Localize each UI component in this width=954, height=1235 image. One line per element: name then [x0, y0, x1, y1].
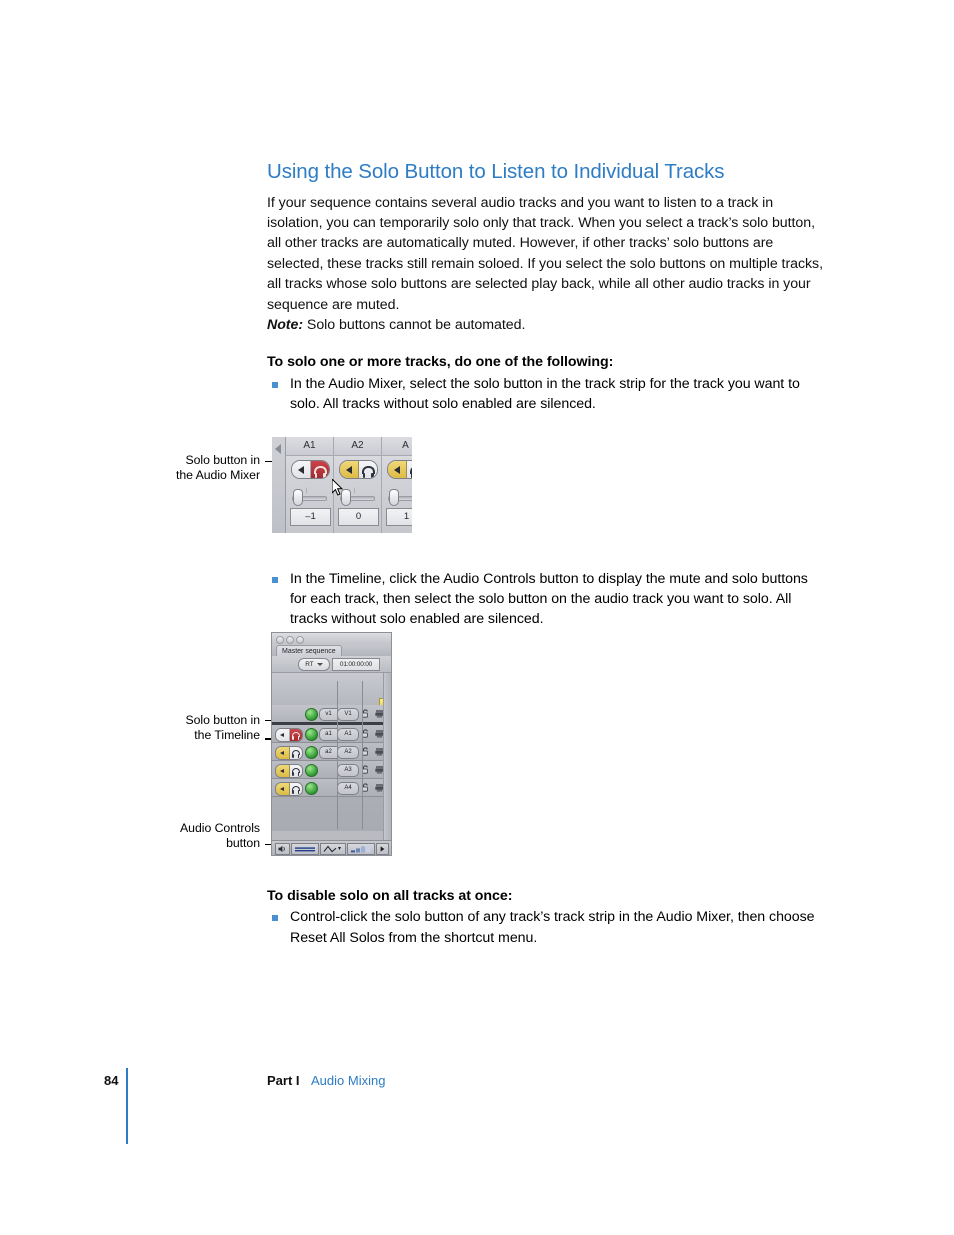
table-row [272, 743, 391, 761]
lock-icon[interactable] [362, 709, 369, 718]
headphones-icon [292, 750, 300, 755]
solo-button[interactable] [290, 729, 303, 741]
speaker-icon [346, 466, 352, 474]
mixer-track-label: A1 [286, 437, 333, 456]
mute-solo-control[interactable] [275, 764, 303, 778]
playhead-line[interactable] [337, 681, 338, 829]
solo-button[interactable] [311, 461, 329, 478]
mute-solo-control[interactable] [275, 746, 303, 760]
mute-button[interactable] [388, 461, 407, 478]
dest-track-label[interactable]: V1 [337, 708, 359, 721]
mute-solo-control[interactable] [275, 782, 303, 796]
speaker-icon [298, 466, 304, 474]
minimize-button-icon[interactable] [286, 636, 294, 644]
callout-mixer-solo-line1: Solo button in [185, 453, 260, 467]
track-height-icon [350, 845, 372, 853]
footer-chapter: Audio Mixing [311, 1073, 386, 1088]
solo-button[interactable] [290, 747, 303, 759]
speaker-icon [280, 769, 284, 773]
intro-paragraph: If your sequence contains several audio tracks and you want to listen to a track in isolation, you can temporarily solo only that track. When you select a track’s solo button, all other tracks are automatically muted. However, if other tracks’ solo buttons are selected, these tracks still remain soloed. If you select the solo buttons on multiple tracks, all tracks whose solo buttons are selected play back, while all other audio tracks in your sequence are muted. [267, 194, 823, 313]
track-audible-button[interactable] [305, 728, 318, 741]
footer-rule [126, 1068, 128, 1144]
overlays-icon [294, 846, 316, 853]
list-item-text: Control-click the solo button of any track’s track strip in the Audio Mixer, then choose Reset All Solos from the shortcut menu. [290, 909, 815, 946]
table-row [272, 705, 391, 723]
list-item [267, 907, 823, 948]
callout-timeline-solo [120, 713, 260, 744]
mute-button[interactable] [292, 461, 311, 478]
list-item-text: In the Timeline, click the Audio Controls button to display the mute and solo buttons for each track, then select the solo button on the audio track you want to solo. All tracks without solo enabled are silenced. [290, 570, 808, 628]
task-list-solo [267, 374, 823, 415]
dest-track-label[interactable]: A1 [337, 728, 359, 741]
solo-button[interactable] [290, 765, 303, 777]
page-footer [0, 1068, 954, 1148]
track-audible-button[interactable] [305, 764, 318, 777]
clip-overlays-button[interactable] [291, 843, 319, 855]
mixer-track-label: A2 [334, 437, 381, 456]
pan-value-field[interactable]: –1 [290, 508, 331, 526]
timeline-bottom-bar [272, 840, 391, 855]
lock-icon[interactable] [362, 747, 369, 756]
play-triangle-icon [380, 846, 385, 852]
callout-timeline-solo-line2: the Timeline [194, 728, 260, 743]
track-audible-button[interactable] [305, 782, 318, 795]
headphones-icon [292, 786, 300, 791]
track-audible-button[interactable] [305, 746, 318, 759]
task-list-disable-solo [267, 907, 823, 948]
table-row [272, 725, 391, 743]
callout-timeline-solo-line1: Solo button in [185, 713, 260, 727]
keyframe-icon [323, 845, 343, 853]
zoom-button-icon[interactable] [296, 636, 304, 644]
callout-audio-controls [120, 821, 260, 852]
lock-icon[interactable] [362, 765, 369, 774]
pan-slider[interactable] [290, 487, 329, 505]
source-track-label[interactable]: a2 [319, 746, 338, 759]
list-item-text: In the Audio Mixer, select the solo button in the track strip for the track you want to solo. All tracks without solo enabled are silenced. [290, 375, 800, 413]
pan-slider[interactable] [386, 487, 412, 505]
audio-mixer-window [272, 437, 412, 533]
track-height-button[interactable] [347, 843, 375, 855]
audio-mixer-figure [272, 437, 412, 533]
speaker-icon [280, 751, 284, 755]
pan-value-field[interactable]: 0 [338, 508, 379, 526]
headphones-icon [314, 466, 327, 474]
timecode-field[interactable]: 01:00:00:00 [332, 658, 380, 671]
bullet-square-icon [272, 577, 278, 583]
mute-solo-control[interactable] [387, 460, 412, 479]
task-heading-disable-solo: To disable solo on all tracks at once: [267, 887, 513, 904]
bullet-square-icon [272, 382, 278, 388]
footer-part: Part I [267, 1073, 300, 1088]
bullet-square-icon [272, 915, 278, 921]
vertical-scrollbar[interactable] [383, 673, 391, 841]
headphones-icon [292, 768, 300, 773]
callout-mixer-solo-line2: the Audio Mixer [175, 468, 260, 483]
list-item [267, 374, 823, 415]
speaker-icon [278, 845, 287, 853]
source-track-label[interactable]: a1 [319, 728, 338, 741]
mouse-pointer-icon [332, 479, 343, 496]
task-heading-solo: To solo one or more tracks, do one of the following: [267, 354, 614, 371]
dest-track-label[interactable]: A2 [337, 746, 359, 759]
speaker-icon [280, 733, 284, 737]
pan-tick-center: | [354, 488, 356, 494]
speaker-icon [280, 787, 284, 791]
close-button-icon[interactable] [276, 636, 284, 644]
mute-button[interactable] [276, 765, 290, 777]
next-button[interactable] [376, 843, 389, 855]
mute-button[interactable] [340, 461, 359, 478]
mute-solo-control[interactable] [275, 728, 303, 742]
page-title: Using the Solo Button to Listen to Individual Tracks [267, 160, 725, 183]
keyframe-overlays-button[interactable] [320, 843, 346, 855]
table-row [272, 779, 391, 797]
solo-button[interactable] [359, 461, 377, 478]
callout-mixer-solo [120, 453, 260, 484]
headphones-icon [362, 466, 375, 474]
mixer-track-label: A [382, 437, 412, 456]
audio-controls-button[interactable] [275, 843, 290, 855]
source-track-label[interactable]: v1 [319, 708, 338, 721]
tab-master-sequence[interactable]: Master sequence [276, 645, 342, 657]
dest-track-label[interactable]: A4 [337, 782, 359, 795]
chevron-down-icon [317, 663, 323, 666]
callout-audio-controls-line1: Audio Controls [180, 821, 260, 835]
collapse-arrow-icon[interactable] [275, 444, 281, 454]
track-visibility-button[interactable] [305, 708, 318, 721]
rt-label: RT [305, 661, 314, 668]
mute-button[interactable] [276, 729, 290, 741]
timeline-figure [271, 632, 392, 856]
mute-button[interactable] [276, 783, 290, 795]
list-item [267, 569, 823, 630]
pan-slider[interactable] [338, 487, 377, 505]
solo-button[interactable] [290, 783, 303, 795]
rt-popup-button[interactable] [298, 658, 330, 671]
mixer-track-strip [286, 437, 334, 533]
mixer-left-rail [272, 437, 286, 533]
speaker-icon [394, 466, 400, 474]
timeline-ruler[interactable] [272, 673, 391, 706]
note-label: Note: [267, 317, 304, 333]
lock-icon[interactable] [362, 783, 369, 792]
dest-track-label[interactable]: A3 [337, 764, 359, 777]
pan-slider-knob[interactable] [293, 489, 303, 506]
timeline-toolbar [272, 656, 391, 673]
mute-button[interactable] [276, 747, 290, 759]
headphones-icon [292, 732, 300, 737]
headphones-icon [410, 466, 413, 474]
callout-audio-controls-line2: button [226, 836, 260, 851]
solo-button[interactable] [407, 461, 412, 478]
lock-icon[interactable] [362, 729, 369, 738]
timeline-track-area [272, 705, 391, 831]
edit-point-line [362, 681, 363, 829]
mute-solo-control[interactable] [291, 460, 330, 479]
pan-slider-knob[interactable] [389, 489, 399, 506]
table-row [272, 761, 391, 779]
mixer-track-strip [382, 437, 412, 533]
note-text: Solo buttons cannot be automated. [306, 317, 526, 333]
note-paragraph [267, 315, 823, 335]
mute-solo-control[interactable] [339, 460, 378, 479]
pan-tick-center: | [306, 488, 308, 494]
page-number: 84 [104, 1073, 119, 1088]
pan-value-field[interactable]: 1 [386, 508, 412, 526]
task-list-solo-timeline [267, 569, 823, 630]
